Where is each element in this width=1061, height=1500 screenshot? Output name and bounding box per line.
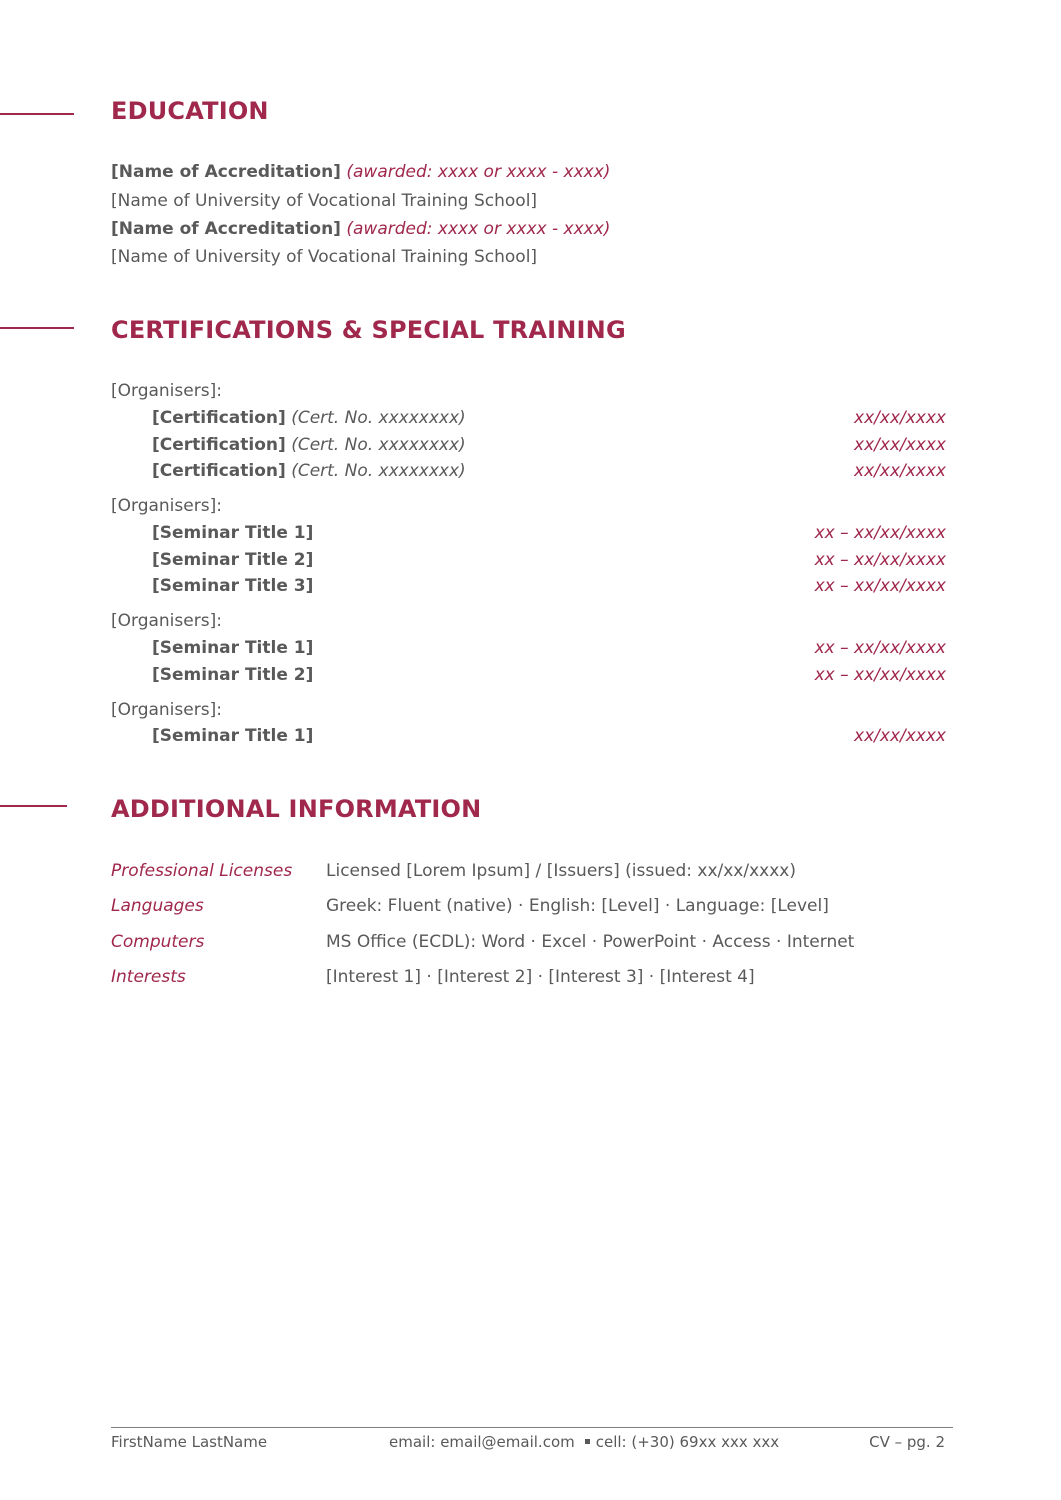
seminar-title: [Seminar Title 3] [152,576,314,596]
footer-email: email: email@email.com [389,1433,575,1451]
seminar-row [152,637,946,659]
awarded-years: (awarded: xxxx or xxxx - xxxx) [346,162,611,182]
certifications-heading: CERTIFICATIONS & SPECIAL TRAINING [111,316,626,344]
info-value-languages: Greek: Fluent (native) · English: [Level] · Language: [Level] [326,896,829,916]
seminar-date: xx/xx/xxxx [854,726,946,746]
certification-row [152,407,946,429]
seminar-date: xx – xx/xx/xxxx [814,550,946,570]
seminar-row [152,575,946,597]
additional-heading: ADDITIONAL INFORMATION [111,795,482,823]
organiser-label: [Organisers]: [111,700,222,720]
accreditation-name: [Name of Accreditation] [111,219,341,239]
seminar-date: xx – xx/xx/xxxx [814,665,946,685]
accreditation-name: [Name of Accreditation] [111,162,341,182]
footer-divider [111,1427,953,1428]
organiser-label: [Organisers]: [111,611,222,631]
seminar-title: [Seminar Title 2] [152,550,314,570]
seminar-row [152,549,946,571]
seminar-date: xx – xx/xx/xxxx [814,576,946,596]
certification-row [152,460,946,482]
certification-number: (Cert. No. xxxxxxxx) [291,408,466,428]
info-label-languages: Languages [111,896,204,916]
seminar-row [152,522,946,544]
seminar-row [152,725,946,747]
organiser-label: [Organisers]: [111,381,222,401]
awarded-years: (awarded: xxxx or xxxx - xxxx) [346,219,611,239]
certification-row [152,434,946,456]
education-rule [0,113,74,115]
square-bullet-icon [585,1439,590,1444]
seminar-date: xx – xx/xx/xxxx [814,638,946,658]
certification-date: xx/xx/xxxx [854,461,946,481]
certifications-rule [0,327,74,329]
footer-page-number: CV – pg. 2 [869,1433,945,1451]
certification-title: [Certification] [152,435,286,455]
info-label-licenses: Professional Licenses [111,861,293,881]
seminar-title: [Seminar Title 1] [152,523,314,543]
seminar-row [152,664,946,686]
additional-rule [0,805,67,807]
info-value-interests: [Interest 1] · [Interest 2] · [Interest 3] · [Interest 4] [326,967,755,987]
footer-cell: cell: (+30) 69xx xxx xxx [595,1433,780,1451]
certification-date: xx/xx/xxxx [854,408,946,428]
footer-contact [389,1432,779,1452]
seminar-title: [Seminar Title 2] [152,665,314,685]
info-value-licenses: Licensed [Lorem Ipsum] / [Issuers] (issued: xx/xx/xxxx) [326,861,796,881]
certification-title: [Certification] [152,408,286,428]
info-label-interests: Interests [111,967,186,987]
organiser-label: [Organisers]: [111,496,222,516]
info-value-computers: MS Office (ECDL): Word · Excel · PowerPoint · Access · Internet [326,932,855,952]
certification-title: [Certification] [152,461,286,481]
footer-name: FirstName LastName [111,1433,268,1451]
education-entry-2-school: [Name of University of Vocational Training School] [111,247,538,267]
seminar-title: [Seminar Title 1] [152,638,314,658]
certification-number: (Cert. No. xxxxxxxx) [291,461,466,481]
education-heading: EDUCATION [111,97,269,125]
seminar-title: [Seminar Title 1] [152,726,314,746]
education-entry-1-school: [Name of University of Vocational Training School] [111,191,538,211]
seminar-date: xx – xx/xx/xxxx [814,523,946,543]
certification-number: (Cert. No. xxxxxxxx) [291,435,466,455]
education-entry-2-title [111,218,610,240]
education-entry-1-title [111,161,610,183]
info-label-computers: Computers [111,932,205,952]
certification-date: xx/xx/xxxx [854,435,946,455]
